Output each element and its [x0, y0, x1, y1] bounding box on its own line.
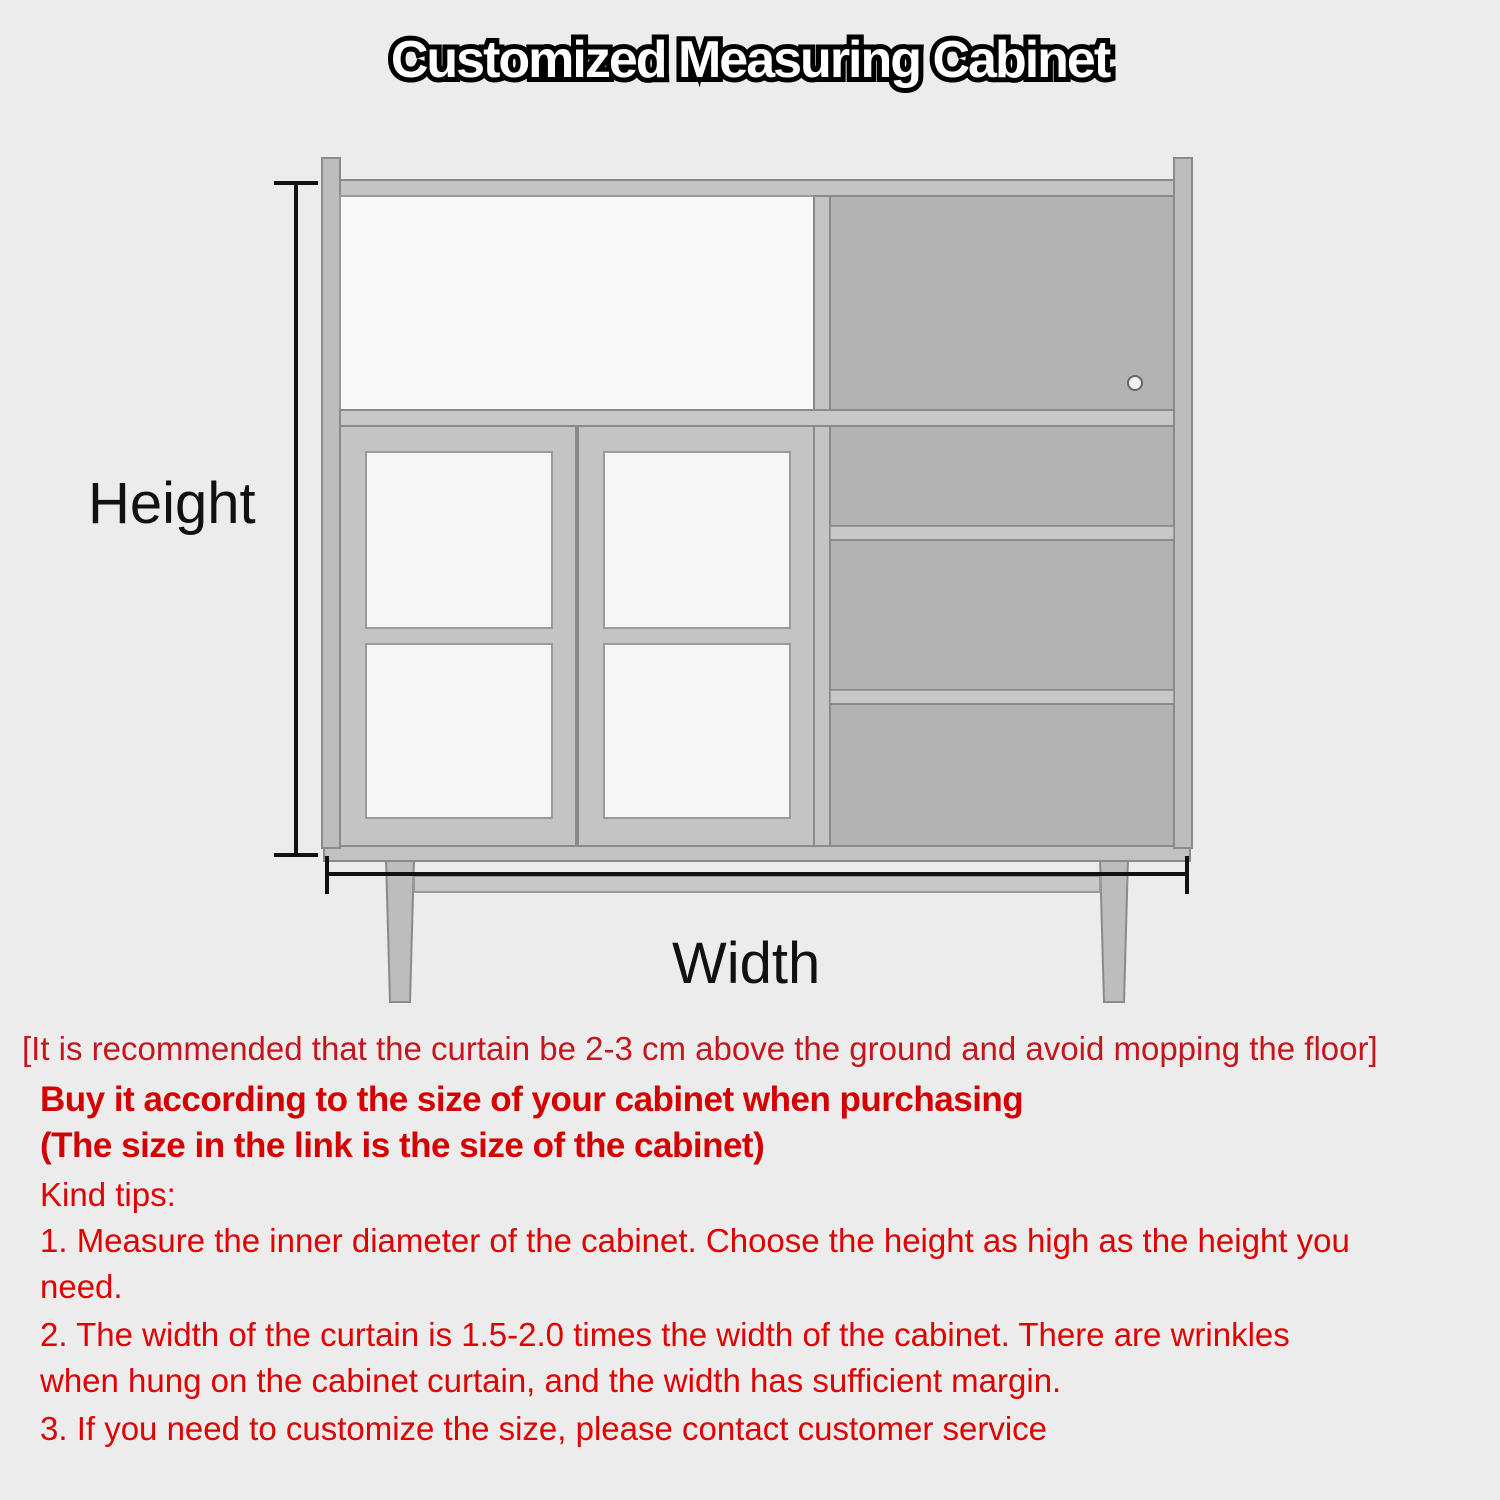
glass-pane	[604, 644, 790, 818]
recommendation-note: [It is recommended that the curtain be 2-3 cm above the ground and avoid mopping the floor]	[22, 1030, 1378, 1067]
tip-line: when hung on the cabinet curtain, and the width has sufficient margin.	[40, 1362, 1062, 1399]
buy-instruction: Buy it according to the size of your cabinet when purchasing	[40, 1080, 1024, 1119]
cabinet-lower-divider	[814, 426, 830, 846]
height-dimension-line	[274, 183, 318, 855]
link-size-note: (The size in the link is the size of the cabinet)	[40, 1126, 765, 1165]
sliding-door	[830, 196, 1174, 410]
tip-line: 2. The width of the curtain is 1.5-2.0 times the width of the cabinet. There are wrinkles	[40, 1316, 1290, 1353]
cabinet-upper-divider	[814, 196, 830, 412]
tips-heading: Kind tips:	[40, 1176, 176, 1213]
cabinet-base-plate	[324, 845, 1190, 861]
cabinet-leg-left	[386, 858, 414, 1002]
cabinet-middle-shelf	[340, 410, 1174, 426]
cabinet-side-left	[322, 158, 340, 848]
tip-line: need.	[40, 1268, 123, 1305]
open-compartment	[340, 196, 814, 410]
drawer-gap	[830, 690, 1174, 704]
height-label: Height	[88, 471, 256, 536]
tip-line: 3. If you need to customize the size, please contact customer service	[40, 1410, 1047, 1447]
glass-pane	[604, 452, 790, 628]
cabinet-side-right	[1174, 158, 1192, 848]
drawer-middle	[830, 540, 1174, 690]
page-title: Customized Measuring Cabinet	[390, 31, 1110, 89]
width-label: Width	[672, 931, 821, 996]
drawer-top	[830, 426, 1174, 526]
cabinet-base-stretcher	[414, 876, 1100, 892]
cabinet-top-rail	[340, 180, 1174, 196]
drawer-bottom	[830, 704, 1174, 846]
tip-line: 1. Measure the inner diameter of the cabinet. Choose the height as high as the height you	[40, 1222, 1350, 1259]
glass-pane	[366, 452, 552, 628]
cabinet-leg-right	[1100, 858, 1128, 1002]
drawer-gap	[830, 526, 1174, 540]
glass-pane	[366, 644, 552, 818]
door-knob-icon	[1128, 376, 1142, 390]
